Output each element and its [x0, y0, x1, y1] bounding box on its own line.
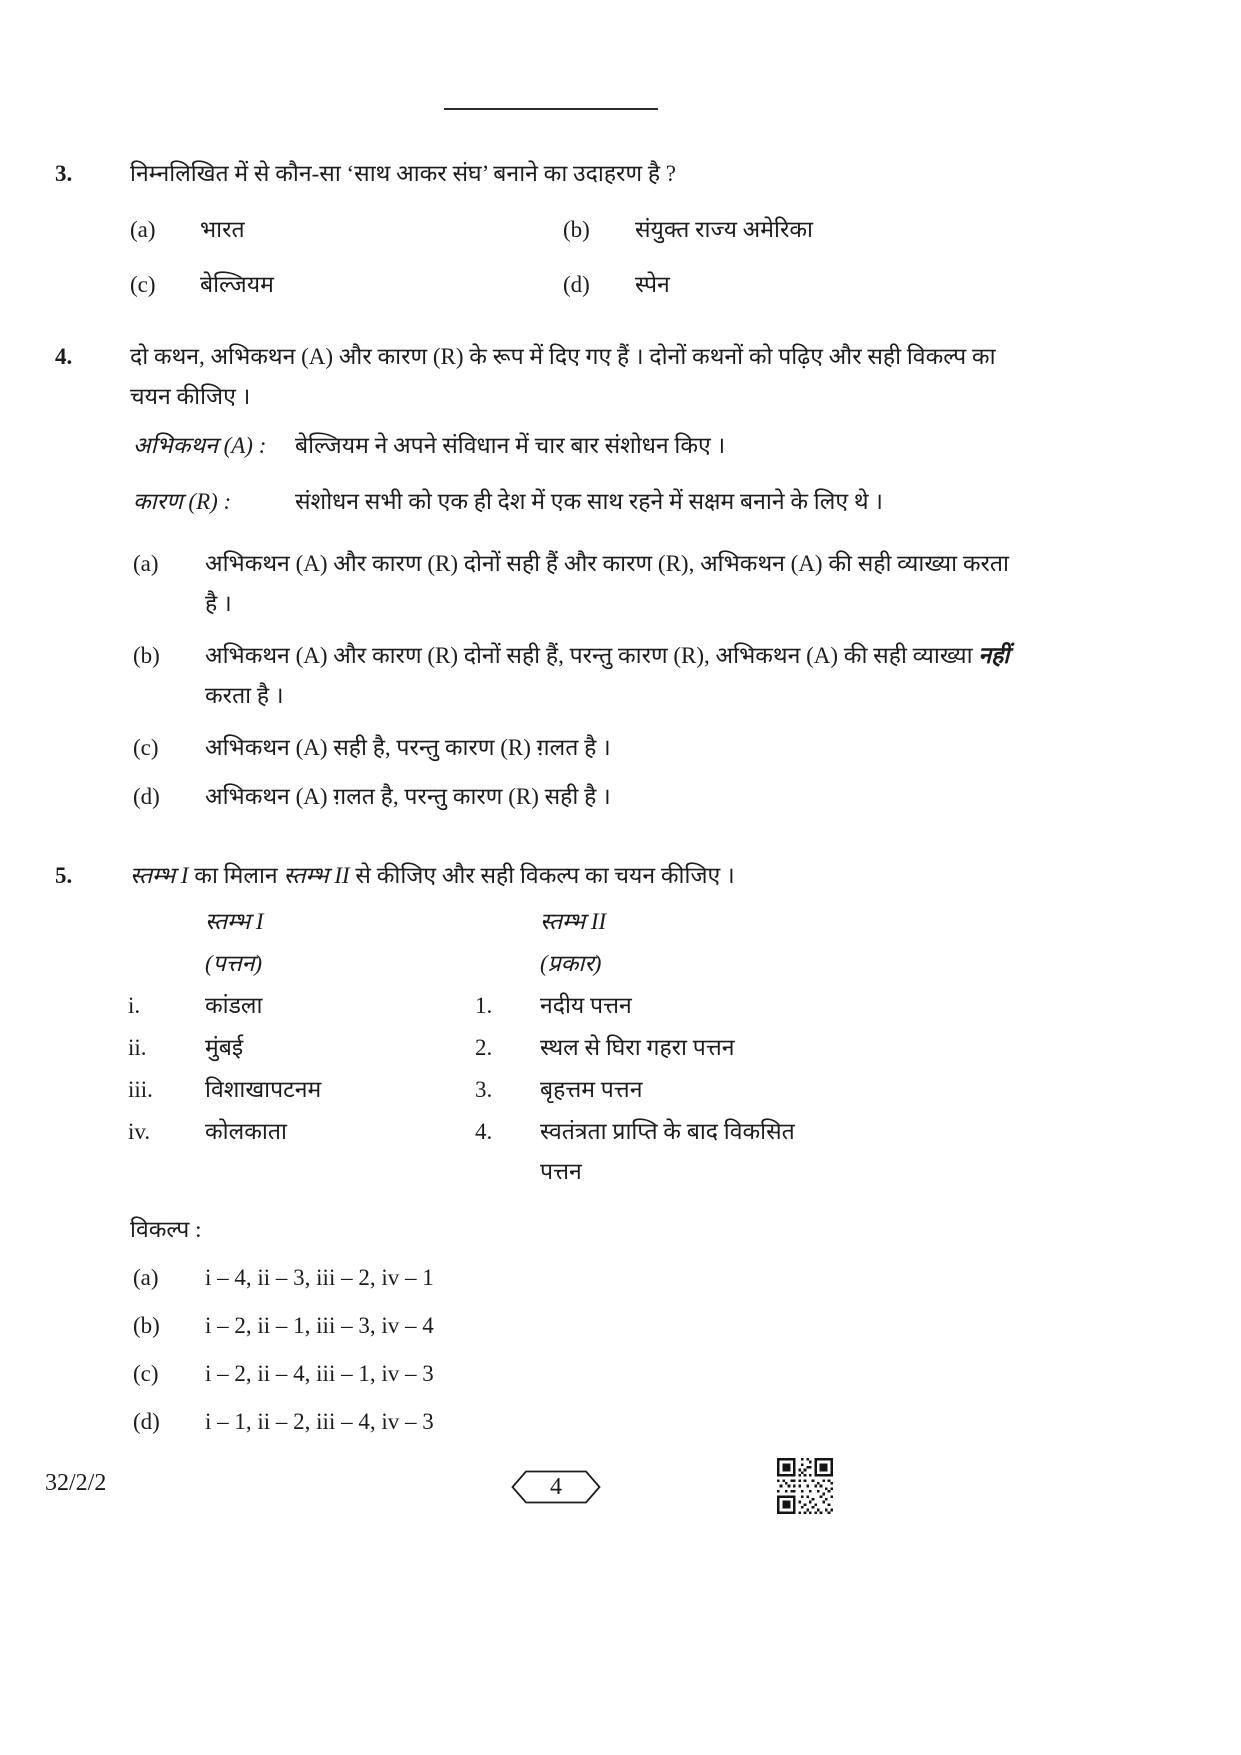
match-left-label: iii. — [128, 1077, 153, 1102]
option-row — [133, 544, 1241, 624]
question-4-number: 4. — [55, 344, 73, 369]
paper-code: 32/2/2 — [45, 1470, 107, 1496]
option-text: i – 2, ii – 1, iii – 3, iv – 4 — [205, 1313, 434, 1338]
option-label: (b) — [133, 643, 160, 668]
option-text-emphasis: नहीं — [978, 643, 1010, 668]
option-row — [133, 1354, 1241, 1394]
question-5 — [0, 856, 1241, 1442]
option-label: (d) — [133, 784, 160, 809]
question-5-options — [0, 1258, 1241, 1442]
assertion-label: अभिकथन (A) : — [133, 433, 267, 458]
question-4-options — [0, 544, 1241, 817]
match-left-label: i. — [128, 993, 141, 1018]
column1-subheader: (पत्तन) — [205, 951, 263, 976]
match-left-text: कोलकाता — [205, 1119, 287, 1144]
option-row — [133, 636, 1241, 716]
reason-row — [133, 482, 1241, 522]
option-text: i – 2, ii – 4, iii – 1, iv – 3 — [205, 1361, 434, 1386]
page-number-badge — [511, 1470, 601, 1504]
qr-code — [777, 1458, 833, 1514]
match-right-text: नदीय पत्तन — [540, 993, 632, 1018]
option-row — [133, 1402, 1241, 1442]
option-label: (c) — [133, 1361, 159, 1386]
option-label: (a) — [133, 551, 159, 576]
match-right-label: 4. — [475, 1119, 493, 1144]
question-4 — [0, 337, 1241, 817]
option-text: अभिकथन (A) सही है, परन्तु कारण (R) ग़लत है । — [205, 735, 611, 760]
question-5-text-part2: का मिलान — [188, 863, 284, 888]
option-text-post: करता है । — [205, 683, 284, 708]
option-text: बेल्जियम — [200, 272, 274, 297]
match-left-text: कांडला — [205, 993, 263, 1018]
separator-line — [444, 108, 658, 110]
question-5-text-part1: स्तम्भ I — [130, 863, 189, 888]
column2-subheader: (प्रकार) — [540, 951, 602, 976]
option-text: अभिकथन (A) ग़लत है, परन्तु कारण (R) सही है । — [205, 784, 611, 809]
assertion-text: बेल्जियम ने अपने संविधान में चार बार संशोधन किए । — [295, 433, 726, 458]
option-row — [133, 728, 1241, 768]
option-text: i – 4, ii – 3, iii – 2, iv – 1 — [205, 1265, 434, 1290]
match-right-label: 1. — [475, 993, 493, 1018]
option-text — [205, 636, 1023, 716]
option-label: (c) — [130, 272, 156, 297]
match-left-text: मुंबई — [205, 1035, 244, 1060]
option-label: (d) — [133, 1409, 160, 1434]
column2-header: स्तम्भ II — [540, 909, 607, 934]
hexagon-shape — [511, 1470, 601, 1504]
assertion-row — [133, 426, 1241, 466]
option-label: (b) — [563, 217, 590, 242]
question-3-options — [130, 210, 1241, 305]
option-row — [133, 1258, 1241, 1298]
match-right-label: 2. — [475, 1035, 493, 1060]
match-right-text: बृहत्तम पत्तन — [540, 1077, 643, 1102]
match-left-label: ii. — [128, 1035, 147, 1060]
reason-text: संशोधन सभी को एक ही देश में एक साथ रहने में सक्षम बनाने के लिए थे । — [295, 489, 883, 514]
match-left-text: विशाखापटनम — [205, 1077, 322, 1102]
question-3-number: 3. — [55, 161, 73, 186]
match-left-label: iv. — [128, 1119, 151, 1144]
option-label: (a) — [133, 1265, 159, 1290]
option-text: i – 1, ii – 2, iii – 4, iv – 3 — [205, 1409, 434, 1434]
option-label: (a) — [130, 217, 156, 242]
option-text-pre: अभिकथन (A) और कारण (R) दोनों सही हैं, परन्तु कारण (R), अभिकथन (A) की सही व्याख्या — [205, 643, 979, 668]
column1-header: स्तम्भ I — [205, 909, 264, 934]
question-5-text-part4: से कीजिए और सही विकल्प का चयन कीजिए । — [349, 863, 735, 888]
option-row — [133, 1306, 1241, 1346]
option-text: संयुक्त राज्य अमेरिका — [635, 217, 813, 242]
match-right-text: स्थल से घिरा गहरा पत्तन — [540, 1035, 735, 1060]
match-right-text: स्वतंत्रता प्राप्ति के बाद विकसित पत्तन — [540, 1119, 795, 1184]
option-label: (b) — [133, 1313, 160, 1338]
question-5-number: 5. — [55, 863, 73, 888]
question-5-text — [130, 856, 1015, 896]
options-heading: विकल्प : — [130, 1217, 202, 1242]
option-text: भारत — [200, 217, 245, 242]
match-right-label: 3. — [475, 1077, 493, 1102]
page-number: 4 — [550, 1474, 562, 1500]
option-text: अभिकथन (A) और कारण (R) दोनों सही हैं और कारण (R), अभिकथन (A) की सही व्याख्या करता है । — [205, 551, 1009, 616]
option-text: स्पेन — [635, 272, 670, 297]
question-3-text: निम्नलिखित में से कौन-सा ‘साथ आकर संघ’ बनाने का उदाहरण है ? — [130, 161, 676, 186]
question-4-text: दो कथन, अभिकथन (A) और कारण (R) के रूप में दिए गए हैं । दोनों कथनों को पढ़िए और सही विकल्प का चयन कीजिए । — [130, 344, 996, 409]
option-label: (d) — [563, 272, 590, 297]
question-3 — [0, 154, 1241, 305]
option-label: (c) — [133, 735, 159, 760]
match-table — [128, 902, 1241, 1192]
question-5-text-part3: स्तम्भ II — [283, 863, 350, 888]
reason-label: कारण (R) : — [133, 489, 232, 514]
option-row — [133, 777, 1241, 817]
